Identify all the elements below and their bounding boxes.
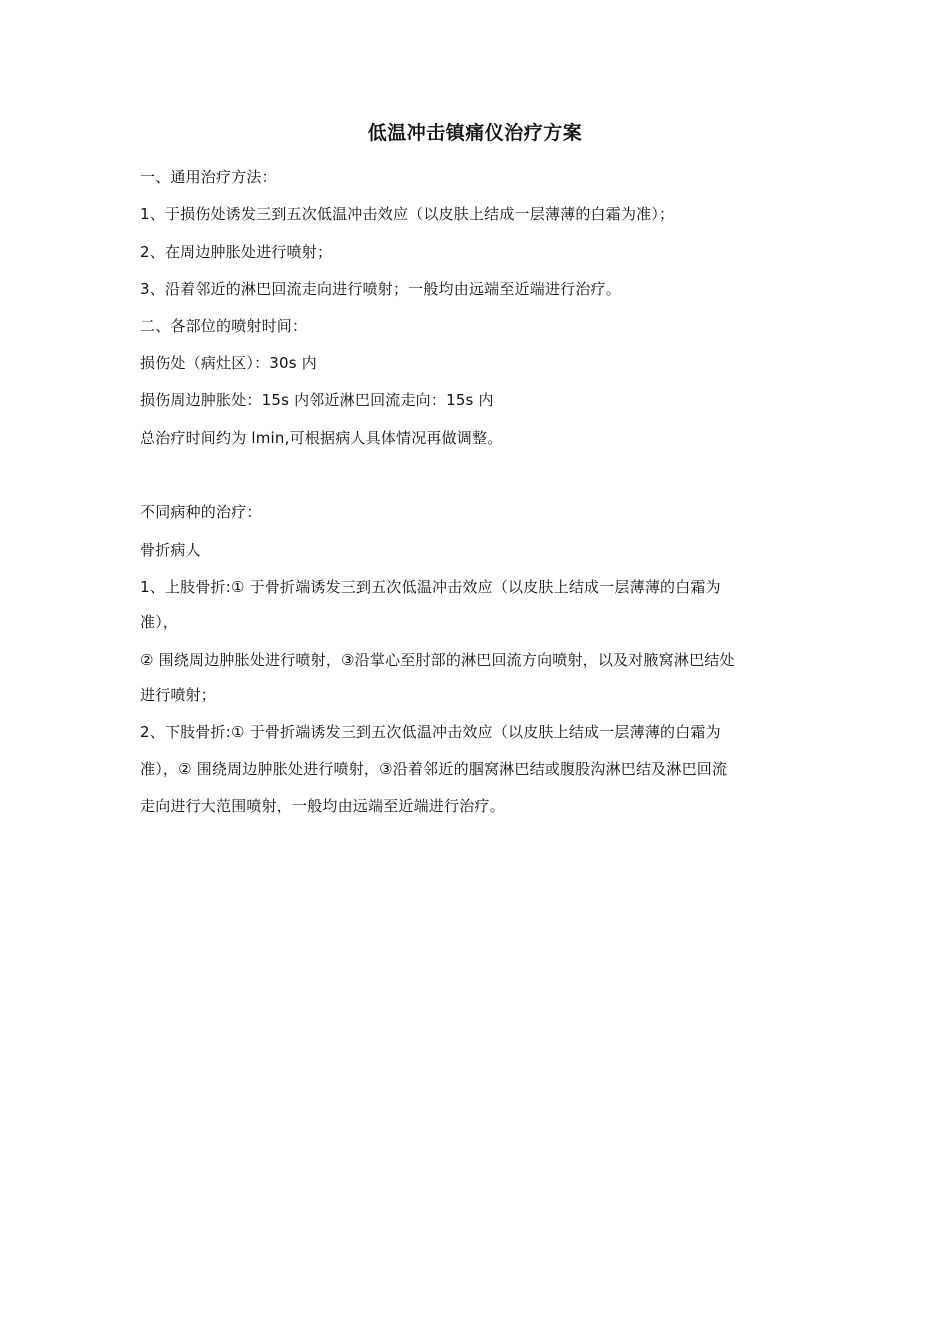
section3-line-7: 走向进行大范围喷射，一般均由远端至近端进行治疗。 [140,797,505,815]
section2-line-3: 总治疗时间约为 lmin,可根据病人具体情况再做调整。 [140,429,503,447]
section3-line-1: 1、上肢骨折:① 于骨折端诱发三到五次低温冲击效应（以皮肤上结成一层薄薄的白霜为 [140,578,721,596]
section2-line-1: 损伤处（病灶区）：30s 内 [140,354,317,372]
section2-heading: 二、各部位的喷射时间： [140,317,308,335]
document-title: 低温冲击镇痛仪治疗方案 [367,122,583,144]
section2-line-2: 损伤周边肿胀处：15s 内邻近淋巴回流走向：15s 内 [140,391,494,409]
section1-item-2: 2、在周边肿胀处进行喷射； [140,243,333,261]
section3-line-6: 准），② 围绕周边肿胀处进行喷射，③沿着邻近的腘窝淋巴结或腹股沟淋巴结及淋巴回流 [140,760,728,778]
section3-line-3: ② 围绕周边肿胀处进行喷射，③沿掌心至肘部的淋巴回流方向喷射，以及对腋窝淋巴结处 [140,651,735,669]
section1-item-1: 1、于损伤处诱发三到五次低温冲击效应（以皮肤上结成一层薄薄的白霜为准）； [140,205,675,223]
section3-heading: 不同病种的治疗： [140,503,262,521]
section1-heading: 一、通用治疗方法： [140,168,277,186]
section3-line-2: 准）， [140,613,179,631]
section3-line-4: 进行喷射； [140,686,217,704]
section3-line-5: 2、下肢骨折:① 于骨折端诱发三到五次低温冲击效应（以皮肤上结成一层薄薄的白霜为 [140,723,721,741]
section3-subheading: 骨折病人 [140,541,201,559]
section1-item-3: 3、沿着邻近的淋巴回流走向进行喷射；一般均由远端至近端进行治疗。 [140,280,621,298]
